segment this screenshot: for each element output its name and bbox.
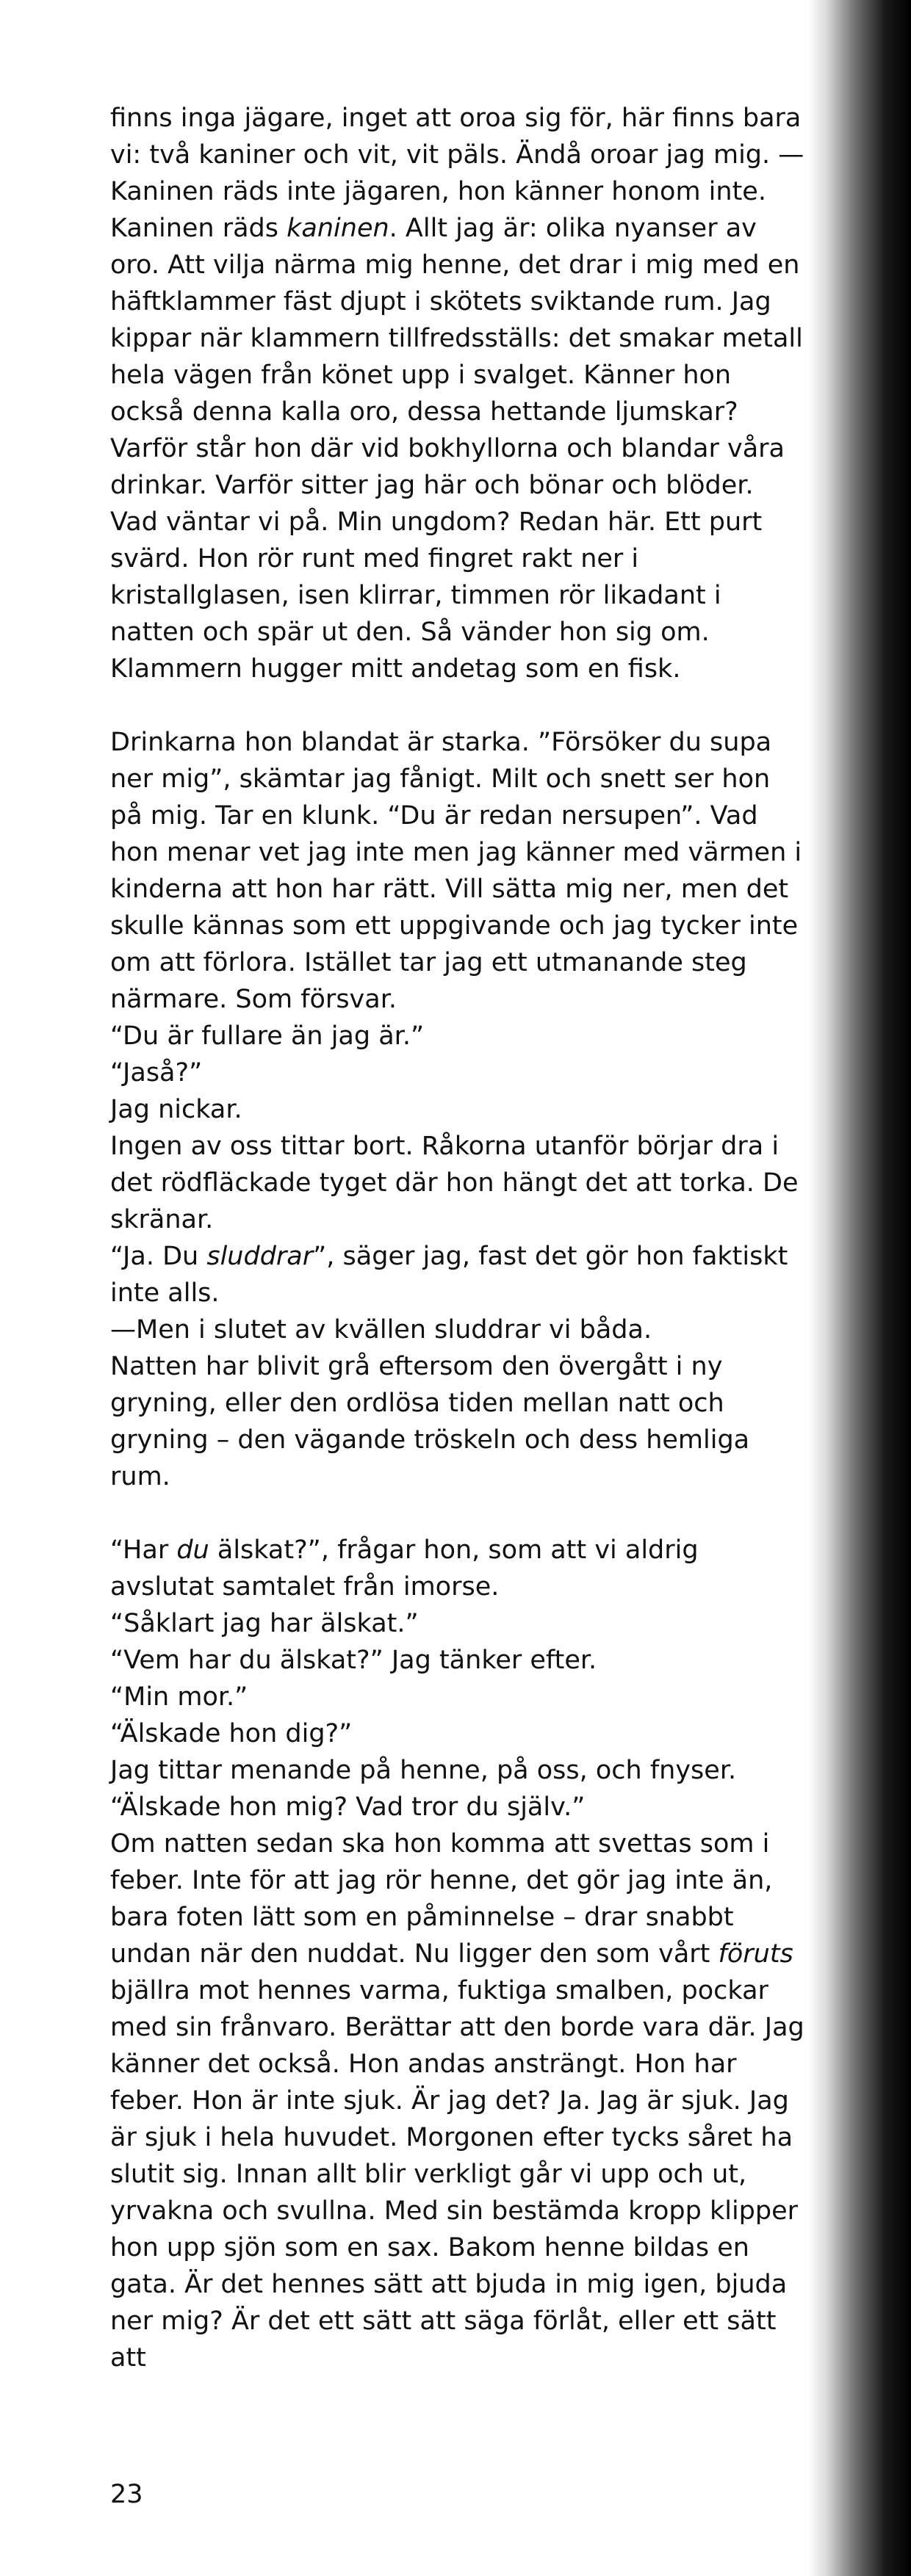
paragraph — [110, 1752, 808, 1789]
text-run: Drinkarna hon blandat är starka. ”Försöker du supa ner mig”, skämtar jag fånigt. Milt och snett ser hon på mig. Tar en klunk. “Du är redan nersupen”. Vad hon menar vet jag inte men jag känner med värmen i kinderna att hon har rätt. Vill sätta mig ner, men det skulle kännas som ett uppgivande och jag tycker inte om att förlora. Istället tar jag ett utmanande steg närmare. Som försvar. — [110, 728, 802, 1014]
text-run: “Jaså?” — [110, 1058, 203, 1088]
italic-text: du — [176, 1535, 209, 1565]
paragraph — [110, 1018, 808, 1054]
text-run: “Såklart jag har älskat.” — [110, 1609, 419, 1638]
paragraph — [110, 1826, 808, 2376]
text-run: Jag nickar. — [110, 1095, 242, 1124]
paragraph — [110, 1789, 808, 1826]
paragraph — [110, 1679, 808, 1715]
paragraph — [110, 1532, 808, 1605]
paragraph — [110, 1642, 808, 1679]
text-run: “Älskade hon mig? Vad tror du själv.” — [110, 1792, 586, 1822]
page-edge-shadow — [808, 0, 911, 2576]
paragraph — [110, 724, 808, 1018]
text-run: finns inga jägare, inget att oroa sig för, här finns bara vi: två kaniner och vit, vit päls. Ändå oroar jag mig. —Kaninen räds inte jägaren, hon känner honom inte. Kaninen räds — [110, 104, 804, 243]
text-run: “Har — [110, 1535, 177, 1565]
text-run: “Min mor.” — [110, 1682, 248, 1712]
text-run: “Ja. Du — [110, 1242, 207, 1271]
italic-text: föruts — [718, 1939, 793, 1969]
paragraph — [110, 1128, 808, 1238]
text-run: Ingen av oss tittar bort. Råkorna utanför börjar dra i det rödfläckade tyget där hon hängt det att torka. De skränar. — [110, 1132, 799, 1234]
page-number: 23 — [110, 2480, 143, 2509]
body-text — [110, 100, 808, 2376]
text-run: —Men i slutet av kvällen sluddrar vi båda. — [110, 1315, 652, 1345]
paragraph — [110, 1348, 808, 1495]
paragraph — [110, 1238, 808, 1311]
text-run: “Älskade hon dig?” — [110, 1719, 353, 1748]
text-run: Om natten sedan ska hon komma att svettas som i feber. Inte för att jag rör henne, det gör jag inte än, bara foten lätt som en påminnelse – drar snabbt undan när den nuddat. Nu ligger den som vårt — [110, 1829, 773, 1969]
text-run: Jag tittar menande på henne, på oss, och fnyser. — [110, 1756, 737, 1785]
paragraph — [110, 1091, 808, 1128]
paragraph — [110, 1054, 808, 1091]
text-run: “Du är fullare än jag är.” — [110, 1021, 425, 1051]
text-run: . Allt jag är: olika nyanser av oro. Att vilja närma mig henne, det drar i mig med en häftklammer fäst djupt i skötets sviktande rum. Jag kippar när klammern tillfredsställs: det smakar metall hela vägen från könet upp i svalget. Känner hon också denna kalla oro, dessa hettande ljumskar? Varför står hon där vid bokhyllorna och blandar våra drinkar. Varför sitter jag här och bönar och blöder. Vad väntar vi på. Min ungdom? Redan här. Ett purt svärd. Hon rör runt med fingret rakt ner i kristallglasen, isen klirrar, timmen rör likadant i natten och spär ut den. Så vänder hon sig om. Klammern hugger mitt andetag som en fisk. — [110, 214, 803, 684]
paragraph — [110, 1311, 808, 1348]
text-run: älskat?”, frågar hon, som att vi aldrig avslutat samtalet från imorse. — [110, 1535, 699, 1602]
text-run: Natten har blivit grå eftersom den övergått i ny gryning, eller den ordlösa tiden mellan natt och gryning – den vägande tröskeln och dess hemliga rum. — [110, 1352, 750, 1491]
text-run: ”, säger jag, fast det gör hon faktiskt inte alls. — [110, 1242, 788, 1308]
paragraph — [110, 1605, 808, 1642]
italic-text: kaninen — [287, 214, 389, 243]
text-run: bjällra mot hennes varma, fuktiga smalben, pockar med sin frånvaro. Berättar att den borde vara där. Jag känner det också. Hon andas ansträngt. Hon har feber. Hon är inte sjuk. Är jag det? Ja. Jag är sjuk. Jag är sjuk i hela huvudet. Morgonen efter tycks såret ha slutit sig. Innan allt blir verkligt går vi upp och ut, yrvakna och svullna. Med sin bestämda kropp klipper hon upp sjön som en sax. Bakom henne bildas en gata. Är det hennes sätt att bjuda in mig igen, bjuda ner mig? Är det ett sätt att säga förlåt, eller ett sätt att — [110, 1976, 804, 2373]
text-run: “Vem har du älskat?” Jag tänker efter. — [110, 1646, 597, 1675]
paragraph — [110, 1715, 808, 1752]
italic-text: sluddrar — [206, 1242, 314, 1271]
paragraph — [110, 100, 808, 687]
